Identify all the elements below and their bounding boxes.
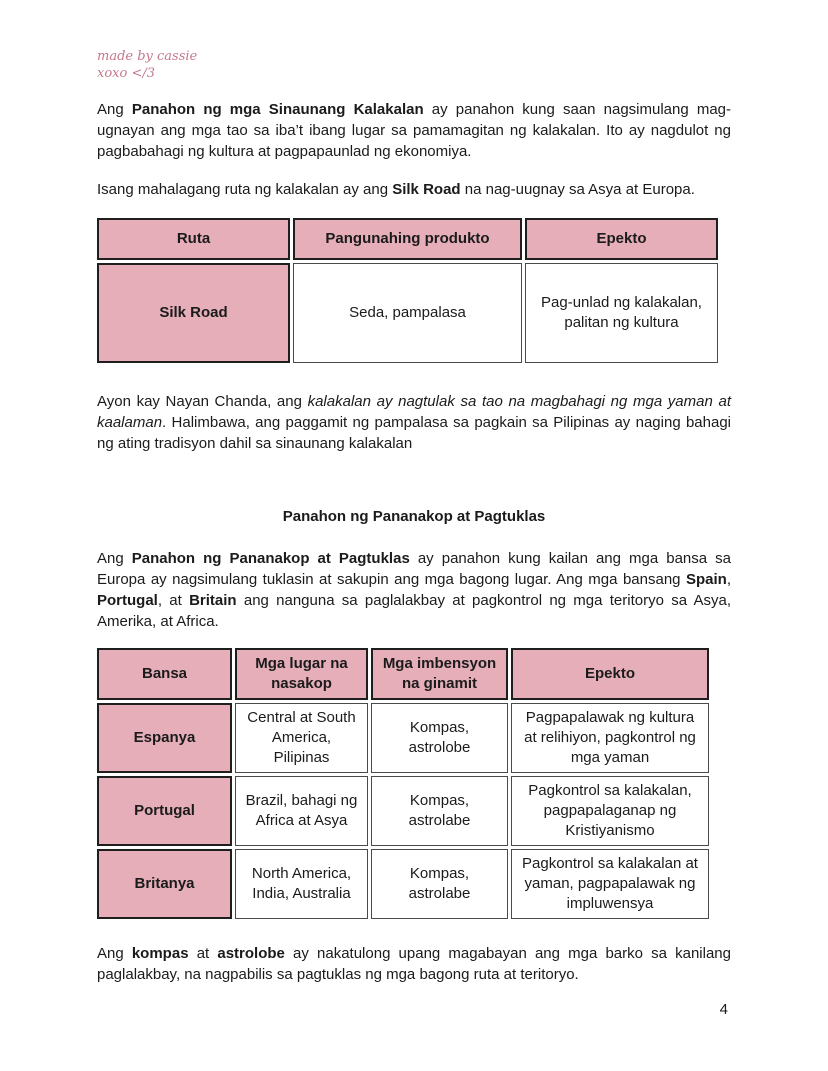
paragraph-nayan-chanda: Ayon kay Nayan Chanda, ang kalakalan ay nagtulak sa tao na magbahagi ng mga yaman at kaalaman. Halimbawa, ang paggamit ng pampalasa sa pagkain sa Pilipinas ay naging bahagi ng ating tradisyon dahil sa sinaunang kalakalan	[97, 393, 731, 452]
watermark	[97, 48, 731, 82]
silk-road-table	[94, 215, 721, 366]
header-cell-produkto: Pangunahing produkto	[293, 218, 522, 260]
row-label-cell: Espanya	[97, 703, 232, 773]
paragraph-sinaunang-kalakalan: Ang Panahon ng mga Sinaunang Kalakalan ay panahon kung saan nagsimulang mag-ugnayan ang mga tao sa iba’t ibang lugar sa pamamagitan ng kalakalan. Ito ay nagdulot ng pagbabahagi ng kultura at pagpapaunlad ng ekonomiya.	[97, 101, 732, 160]
paragraph-kompas-astrolobe: Ang kompas at astrolobe ay nakatulong upang magabayan ang mga barko sa kanilang paglalakbay, na nagpabilis sa pagtuklas ng mga bagong ruta at teritoryo.	[97, 945, 731, 983]
header-cell-lugar: Mga lugar na nasakop	[235, 648, 368, 700]
page-number: 4	[719, 1001, 728, 1018]
header-cell-ruta: Ruta	[97, 218, 290, 260]
data-cell-lugar: Central at South America, Pilipinas	[235, 703, 368, 773]
page-content	[97, 0, 731, 985]
paragraph-silk-road: Isang mahalagang ruta ng kalakalan ay ang Silk Road na nag-uugnay sa Asya at Europa.	[97, 181, 695, 198]
table-row-portugal	[97, 776, 709, 846]
data-cell-imbensyon: Kompas, astrolabe	[371, 776, 508, 846]
data-cell-epekto: Pag-unlad ng kalakalan, palitan ng kultura	[525, 263, 718, 363]
data-cell-produkto: Seda, pampalasa	[293, 263, 522, 363]
row-label-cell: Silk Road	[97, 263, 290, 363]
paragraph-pananakop: Ang Panahon ng Pananakop at Pagtuklas ay panahon kung kailan ang mga bansa sa Europa ay nagsimulang tuklasin at sakupin ang mga bagong lugar. Ang mga bansang Spain, Portugal, at Britain ang nanguna sa paglalakbay at pagkontrol ng mga teritoryo sa Asya, Amerika, at Africa.	[97, 550, 732, 630]
table-row	[97, 263, 718, 363]
row-label-cell: Britanya	[97, 849, 232, 919]
watermark-line-2: xoxo </3	[97, 66, 155, 81]
header-cell-epekto: Epekto	[511, 648, 709, 700]
data-cell-epekto: Pagpapalawak ng kultura at relihiyon, pagkontrol ng mga yaman	[511, 703, 709, 773]
data-cell-imbensyon: Kompas, astrolabe	[371, 849, 508, 919]
header-cell-epekto: Epekto	[525, 218, 718, 260]
data-cell-lugar: North America, India, Australia	[235, 849, 368, 919]
header-cell-imbensyon: Mga imbensyon na ginamit	[371, 648, 508, 700]
data-cell-lugar: Brazil, bahagi ng Africa at Asya	[235, 776, 368, 846]
header-cell-bansa: Bansa	[97, 648, 232, 700]
colonization-table	[94, 645, 712, 922]
section-heading-pananakop: Panahon ng Pananakop at Pagtuklas	[282, 508, 546, 525]
table-row-britanya	[97, 849, 709, 919]
table-header-row	[97, 218, 718, 260]
data-cell-imbensyon: Kompas, astrolobe	[371, 703, 508, 773]
table-row-espanya	[97, 703, 709, 773]
data-cell-epekto: Pagkontrol sa kalakalan, pagpapalaganap ng Kristiyanismo	[511, 776, 709, 846]
table-header-row	[97, 648, 709, 700]
watermark-line-1: made by cassie	[97, 49, 198, 64]
row-label-cell: Portugal	[97, 776, 232, 846]
data-cell-epekto: Pagkontrol sa kalakalan at yaman, pagpapalawak ng impluwensya	[511, 849, 709, 919]
